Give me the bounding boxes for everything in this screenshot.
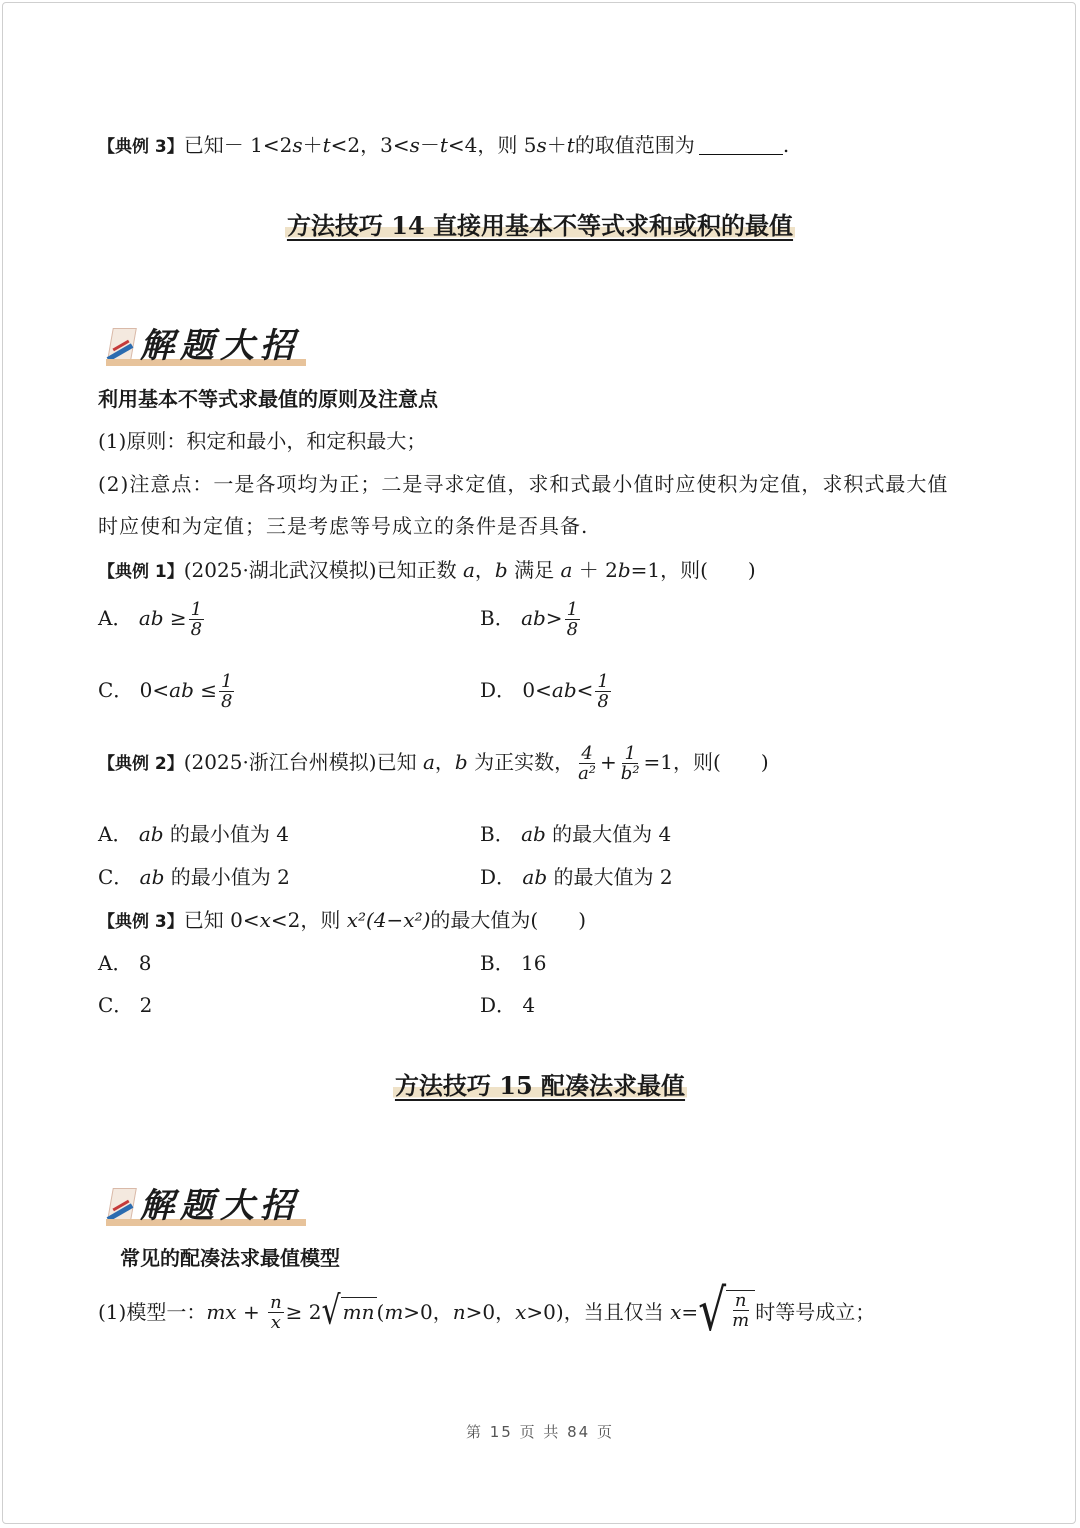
text: 的取值范围为 — [574, 133, 695, 157]
var: ab — [521, 822, 546, 846]
var: x — [259, 908, 271, 932]
var: t — [439, 133, 448, 157]
var: b — [454, 750, 468, 774]
text: 为正实数， — [467, 750, 575, 774]
banner-label: 解题大招 — [140, 326, 300, 366]
var: ab — [138, 606, 164, 630]
denominator: 8 — [566, 619, 579, 640]
option-d[interactable]: D． 4 — [480, 993, 536, 1017]
fraction — [565, 600, 580, 639]
text: ＋ 2 — [572, 558, 618, 582]
fraction — [576, 744, 598, 783]
fraction — [268, 1293, 284, 1332]
var: ab — [169, 678, 194, 702]
op: ≤ — [193, 678, 218, 702]
var: s — [292, 133, 303, 157]
page-footer: 第 15 页 共 84 页 — [465, 1423, 614, 1441]
text: 已知 0< — [183, 908, 260, 932]
text: =1，则( ) — [643, 750, 769, 774]
text: 的最小值为 4 — [163, 822, 289, 846]
var: ab — [138, 822, 164, 846]
numerator: 1 — [221, 671, 233, 692]
fraction — [619, 744, 642, 783]
var: x — [515, 1300, 527, 1324]
numerator: n — [734, 1290, 747, 1311]
numerator: 4 — [581, 743, 593, 764]
text: <2，则 — [270, 908, 347, 932]
text: <4，则 5 — [447, 133, 537, 157]
option-c[interactable]: C． 2 — [98, 993, 153, 1017]
text: (2025·湖北武汉模拟)已知正数 — [183, 558, 463, 582]
op: + — [600, 750, 617, 774]
text: 时等号成立； — [755, 1300, 876, 1324]
op: < — [576, 678, 594, 702]
text: 的最大值为 2 — [547, 865, 673, 889]
answer-blank — [699, 136, 783, 155]
text: >0， — [403, 1300, 453, 1324]
var: s — [409, 133, 420, 157]
radicand — [726, 1290, 755, 1334]
option-label: C． — [98, 865, 134, 889]
numerator: n — [270, 1291, 282, 1313]
option-b[interactable] — [480, 600, 582, 639]
var: a — [462, 558, 475, 582]
denominator: a² — [578, 763, 597, 784]
denominator: m — [732, 1310, 750, 1331]
var: x — [670, 1300, 682, 1324]
var: a — [422, 750, 435, 774]
text: =1，则( ) — [630, 558, 756, 582]
text: = — [681, 1300, 699, 1324]
section-15-heading — [0, 1066, 1080, 1101]
text: >0)，当且仅当 — [526, 1300, 671, 1324]
option-label: B． — [480, 606, 515, 630]
var: s — [536, 133, 547, 157]
op: － — [419, 133, 440, 157]
var: b — [494, 558, 508, 582]
tips-notes-2: 时应使和为定值；三是考虑等号成立的条件是否具备. — [98, 514, 589, 538]
op: + — [236, 1300, 267, 1324]
option-label: B． — [480, 822, 515, 846]
option-c[interactable] — [98, 672, 236, 711]
example-tag: 【典例 3】 — [98, 912, 184, 932]
radical-sign: √ — [698, 1278, 727, 1345]
option-label: D． — [480, 865, 517, 889]
var: t — [322, 133, 331, 157]
tips-banner — [102, 320, 322, 366]
example-tag: 【典例 1】 — [98, 562, 184, 582]
denominator: b² — [620, 763, 640, 784]
numerator: 1 — [597, 671, 609, 692]
example-1-stem — [98, 556, 756, 586]
denominator: x — [270, 1311, 281, 1333]
option-b[interactable] — [480, 820, 671, 848]
fraction — [730, 1291, 751, 1330]
tips-principle: (1)原则：积定和最小，和定积最大； — [98, 429, 427, 453]
option-label: D． — [480, 678, 517, 702]
op: ＋ — [302, 133, 323, 157]
denominator: 8 — [597, 691, 609, 712]
option-a[interactable] — [98, 600, 206, 639]
text: <2，3< — [330, 133, 410, 157]
example-3-top — [98, 131, 789, 161]
text: (1)模型一： — [98, 1300, 207, 1324]
option-a[interactable] — [98, 820, 289, 848]
radical-sign: √ — [321, 1288, 341, 1335]
text: 0< — [139, 678, 170, 702]
tips-heading: 常见的配凑法求最值模型 — [120, 1246, 340, 1270]
tips-heading: 利用基本不等式求最值的原则及注意点 — [98, 387, 438, 411]
var: ab — [521, 606, 546, 630]
var: t — [566, 133, 575, 157]
text: ， — [434, 750, 455, 774]
op: ＋ — [546, 133, 567, 157]
var: b — [617, 558, 631, 582]
tips-notes-1: (2)注意点：一是各项均为正；二是寻求定值，求和式最小值时应使积为定值，求积式最大值 — [98, 472, 949, 496]
var: ab — [551, 678, 577, 702]
text: 的最大值为 4 — [545, 822, 672, 846]
numerator: 1 — [566, 599, 579, 620]
op: > — [545, 606, 563, 630]
text: ， — [474, 558, 495, 582]
numerator: 1 — [190, 599, 203, 620]
example-tag: 【典例 3】 — [98, 137, 184, 157]
var: ab — [139, 865, 165, 889]
example-tag: 【典例 2】 — [98, 754, 184, 774]
model-1 — [98, 1278, 876, 1345]
text: ≥ 2 — [285, 1300, 322, 1324]
option-label: A． — [98, 606, 133, 630]
banner-label: 解题大招 — [140, 1186, 300, 1226]
denominator: 8 — [190, 619, 203, 640]
option-d[interactable] — [480, 863, 673, 891]
option-a[interactable]: A． 8 — [98, 951, 152, 975]
fraction — [595, 672, 610, 711]
text: . — [782, 133, 790, 157]
var: m — [384, 1300, 404, 1324]
var: n — [452, 1300, 466, 1324]
text: 的最大值为( ) — [430, 908, 587, 932]
op: ≥ — [163, 606, 187, 630]
option-label: C． — [98, 678, 134, 702]
fraction — [189, 600, 204, 639]
text: ( — [376, 1300, 385, 1324]
text: >0， — [465, 1300, 516, 1324]
text: 0< — [522, 678, 552, 702]
section-title: 方法技巧 14 直接用基本不等式求和或积的最值 — [286, 211, 794, 240]
option-d[interactable] — [480, 672, 613, 711]
var: a — [560, 558, 573, 582]
text: (2025·浙江台州模拟)已知 — [183, 750, 423, 774]
denominator: 8 — [221, 691, 233, 712]
text: 满足 — [507, 558, 561, 582]
option-b[interactable]: B． 16 — [480, 951, 547, 975]
radicand: mn — [341, 1297, 377, 1327]
numerator: 1 — [624, 743, 636, 764]
tips-banner — [102, 1180, 322, 1226]
expression: x²(4−x²) — [346, 908, 431, 932]
example-2-stem — [98, 744, 769, 783]
fraction — [219, 672, 234, 711]
text: 的最小值为 2 — [164, 865, 290, 889]
square-root — [698, 1278, 755, 1345]
square-root — [321, 1288, 377, 1335]
text: 已知－ 1<2 — [183, 133, 293, 157]
option-label: A． — [98, 822, 133, 846]
var: mx — [206, 1300, 237, 1324]
option-c[interactable] — [98, 863, 290, 891]
section-14-heading — [0, 206, 1080, 241]
var: ab — [522, 865, 548, 889]
section-title: 方法技巧 15 配凑法求最值 — [394, 1071, 686, 1100]
example-3-stem — [98, 906, 586, 936]
